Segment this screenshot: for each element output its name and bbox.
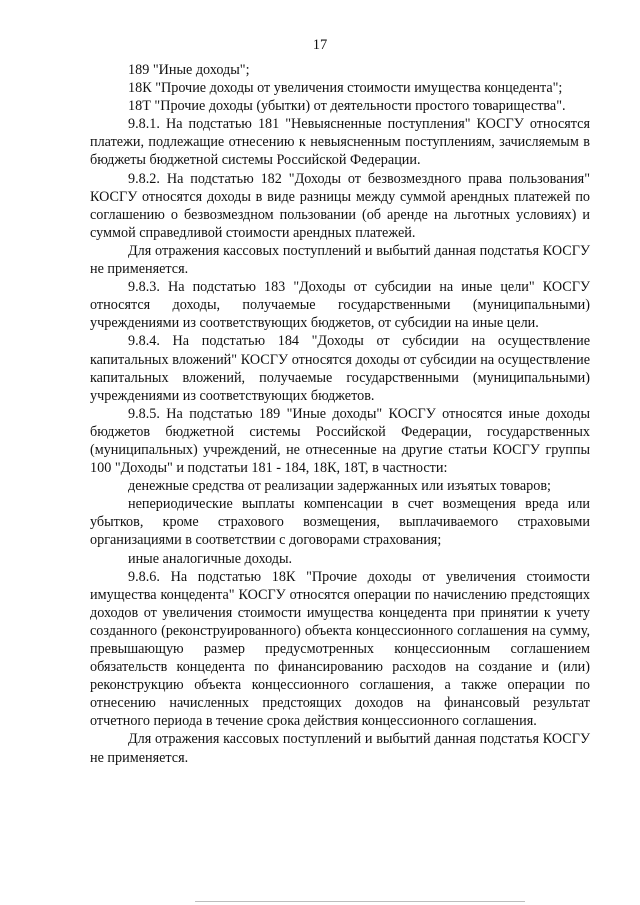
paragraph-note-not-applied-1: Для отражения кассовых поступлений и выбытий данная подстатья КОСГУ не применяется. bbox=[90, 242, 590, 278]
list-item-compensation: непериодические выплаты компенсации в счет возмещения вреда или убытков, кроме страхового возмещения, выплачиваемого страховыми организациями в соответствии с договорами страхования; bbox=[90, 496, 590, 549]
page-number: 17 bbox=[312, 37, 328, 53]
paragraph-kosgu-18t: 18Т "Прочие доходы (убытки) от деятельности простого товарищества". bbox=[128, 98, 566, 115]
paragraph-9-8-5: 9.8.5. На подстатью 189 "Иные доходы" КОСГУ относятся иные доходы бюджетов бюджетной системы Российской Федерации, государственных (муниципальных) учреждений, не отнесенные на другие статьи КОСГУ группы 100 "Доходы" и подстатьи 181 - 184, 18К, 18Т, в частности: bbox=[90, 405, 590, 477]
paragraph-9-8-1: 9.8.1. На подстатью 181 "Невыясненные поступления" КОСГУ относятся платежи, подлежащие отнесению к невыясненным поступлениям, зачисляемым в бюджеты бюджетной системы Российской Федерации. bbox=[90, 116, 590, 169]
list-item-seized-goods: денежные средства от реализации задержанных или изъятых товаров; bbox=[128, 478, 551, 495]
paragraph-kosgu-189: 189 "Иные доходы"; bbox=[128, 62, 250, 78]
paragraph-9-8-4: 9.8.4. На подстатью 184 "Доходы от субсидии на осуществление капитальных вложений" КОСГУ относятся доходы от субсидии на осуществление капитальных вложений, получаемые государственными (муниципальными) учреждениями из соответствующих бюджетов. bbox=[90, 333, 590, 404]
paragraph-9-8-3: 9.8.3. На подстатью 183 "Доходы от субсидии на иные цели" КОСГУ относятся доходы, получаемые государственными (муниципальными) учреждениями из соответствующих бюджетов, от субсидии на иные цели. bbox=[90, 279, 590, 332]
paragraph-9-8-2: 9.8.2. На подстатью 182 "Доходы от безвозмездного права пользования" КОСГУ относятся доходы в виде разницы между суммой арендных платежей по соглашению о безвозмездном пользовании (об аренде на льготных условиях) и суммой справедливой стоимости арендных платежей. bbox=[90, 170, 590, 241]
list-item-other-income: иные аналогичные доходы. bbox=[128, 550, 293, 567]
paragraph-9-8-6: 9.8.6. На подстатью 18К "Прочие доходы от увеличения стоимости имущества концедента" КОСГУ относятся операции по начислению предстоящих доходов от увеличения стоимости имущества концедента при принятии к учету созданного (реконструированного) объекта концессионного соглашения на сумму, превышающую размер предусмотренных концессионным соглашением обязательств концедента по финансированию расходов на создание и (или) реконструкцию объекта концессионного соглашения, а также операции по отнесению начисленных предстоящих доходов на финансовый результат отчетного периода в течение срока действия концессионного соглашения. bbox=[90, 568, 590, 730]
document-body bbox=[90, 61, 590, 767]
paragraph-kosgu-18k: 18К "Прочие доходы от увеличения стоимости имущества концедента"; bbox=[128, 80, 563, 97]
paragraph-note-not-applied-2: Для отражения кассовых поступлений и выбытий данная подстатья КОСГУ не применяется. bbox=[90, 731, 590, 766]
bottom-divider bbox=[195, 901, 525, 902]
